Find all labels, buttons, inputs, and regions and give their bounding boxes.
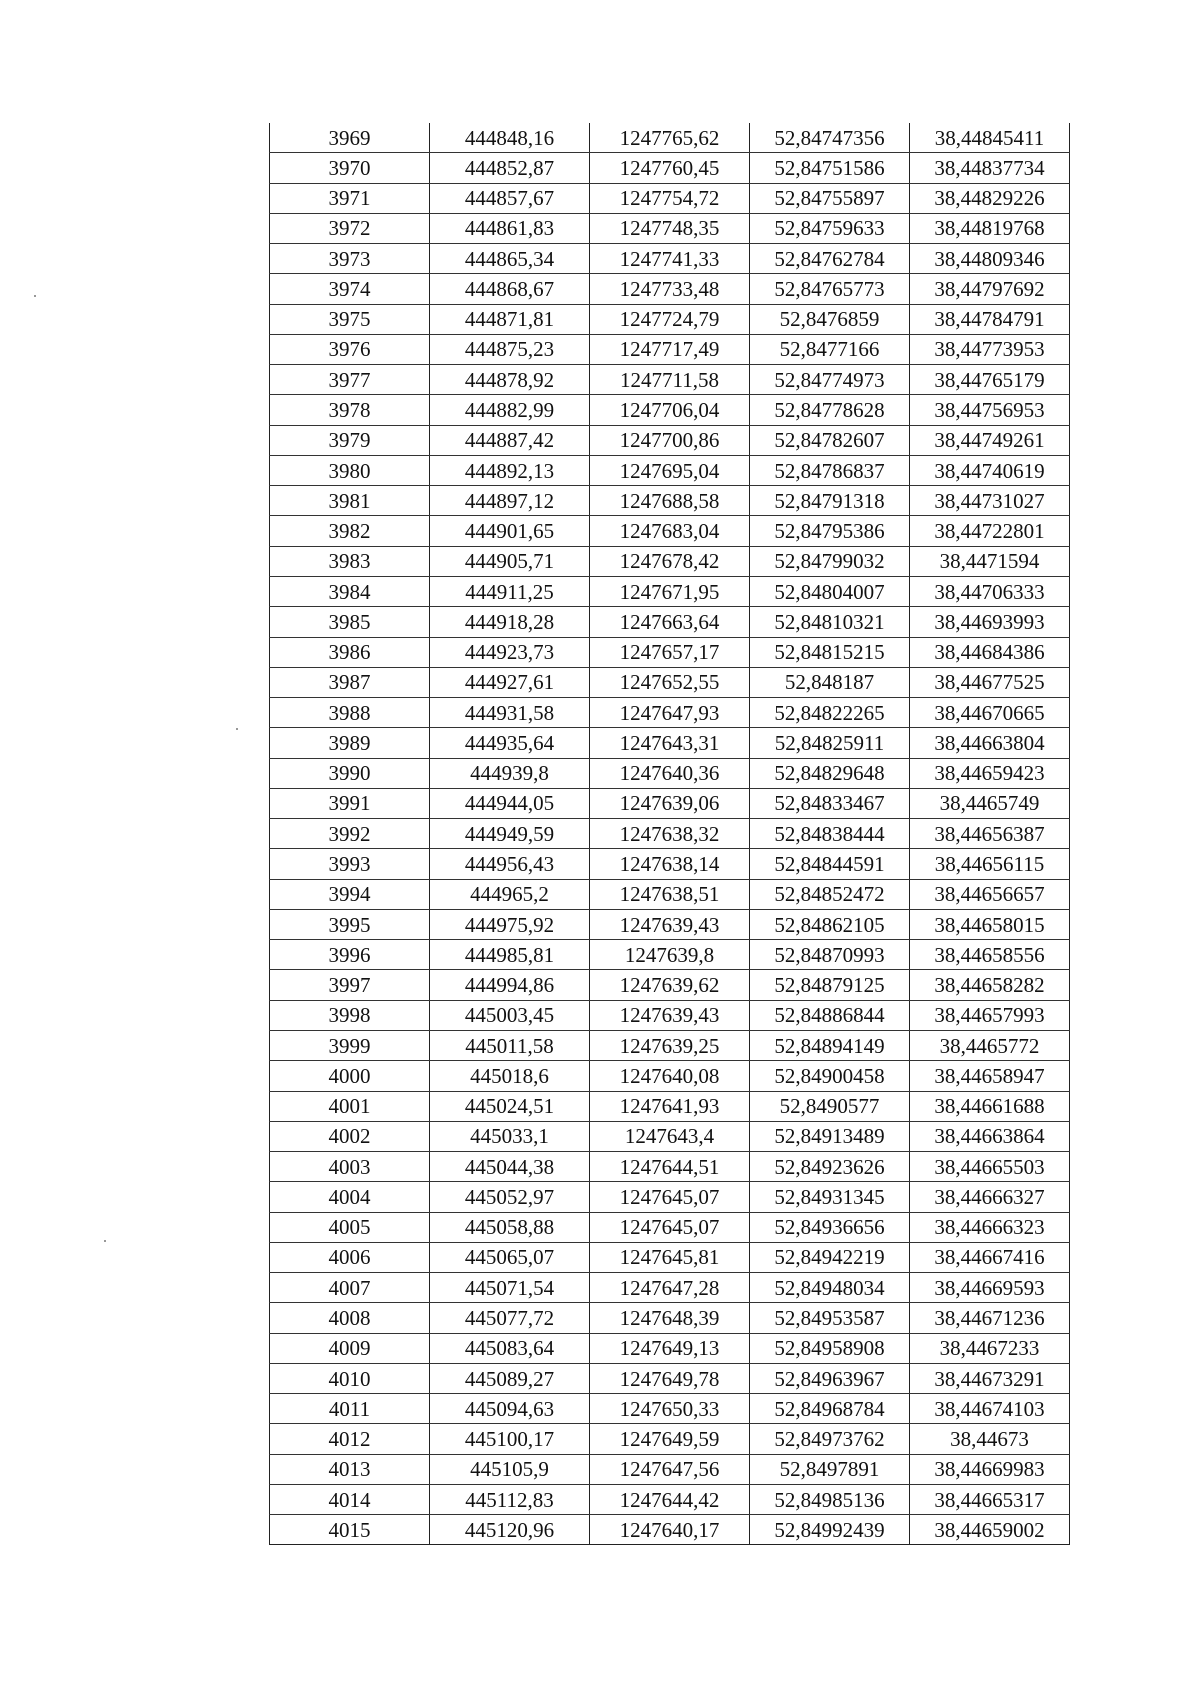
longitude-cell: 38,44673 [910,1424,1070,1454]
longitude-cell: 38,44784791 [910,304,1070,334]
point-number-cell: 3996 [270,940,430,970]
x-coordinate-cell: 444892,13 [430,455,590,485]
y-coordinate-cell: 1247649,78 [590,1363,750,1393]
point-number-cell: 4007 [270,1273,430,1303]
table-row [270,153,1070,183]
latitude-cell: 52,84923626 [750,1152,910,1182]
longitude-cell: 38,44829226 [910,183,1070,213]
latitude-cell: 52,84751586 [750,153,910,183]
point-number-cell: 3985 [270,607,430,637]
longitude-cell: 38,44656387 [910,819,1070,849]
latitude-cell: 52,84948034 [750,1273,910,1303]
longitude-cell: 38,44706333 [910,576,1070,606]
latitude-cell: 52,84985136 [750,1484,910,1514]
x-coordinate-cell: 445120,96 [430,1515,590,1545]
point-number-cell: 3995 [270,909,430,939]
longitude-cell: 38,44666323 [910,1212,1070,1242]
longitude-cell: 38,44765179 [910,365,1070,395]
longitude-cell: 38,44659423 [910,758,1070,788]
table-row [270,1091,1070,1121]
latitude-cell: 52,84829648 [750,758,910,788]
point-number-cell: 3977 [270,365,430,395]
table-row [270,1454,1070,1484]
x-coordinate-cell: 445065,07 [430,1242,590,1272]
x-coordinate-cell: 445058,88 [430,1212,590,1242]
table-row [270,788,1070,818]
y-coordinate-cell: 1247733,48 [590,274,750,304]
longitude-cell: 38,44740619 [910,455,1070,485]
x-coordinate-cell: 445094,63 [430,1394,590,1424]
longitude-cell: 38,4471594 [910,546,1070,576]
y-coordinate-cell: 1247639,25 [590,1030,750,1060]
latitude-cell: 52,8476859 [750,304,910,334]
point-number-cell: 4009 [270,1333,430,1363]
latitude-cell: 52,84992439 [750,1515,910,1545]
x-coordinate-cell: 444935,64 [430,728,590,758]
longitude-cell: 38,44845411 [910,123,1070,153]
latitude-cell: 52,84810321 [750,607,910,637]
y-coordinate-cell: 1247741,33 [590,244,750,274]
point-number-cell: 4010 [270,1363,430,1393]
point-number-cell: 3984 [270,576,430,606]
longitude-cell: 38,44658947 [910,1061,1070,1091]
x-coordinate-cell: 444871,81 [430,304,590,334]
y-coordinate-cell: 1247647,28 [590,1273,750,1303]
table-row [270,395,1070,425]
table-row [270,1121,1070,1151]
longitude-cell: 38,44658556 [910,940,1070,970]
longitude-cell: 38,44656115 [910,849,1070,879]
y-coordinate-cell: 1247748,35 [590,213,750,243]
table-row [270,940,1070,970]
table-row [270,970,1070,1000]
y-coordinate-cell: 1247649,59 [590,1424,750,1454]
y-coordinate-cell: 1247695,04 [590,455,750,485]
longitude-cell: 38,44749261 [910,425,1070,455]
table-row [270,365,1070,395]
longitude-cell: 38,44659002 [910,1515,1070,1545]
y-coordinate-cell: 1247638,51 [590,879,750,909]
latitude-cell: 52,84900458 [750,1061,910,1091]
y-coordinate-cell: 1247644,51 [590,1152,750,1182]
y-coordinate-cell: 1247765,62 [590,123,750,153]
table-row [270,819,1070,849]
y-coordinate-cell: 1247644,42 [590,1484,750,1514]
y-coordinate-cell: 1247639,06 [590,788,750,818]
y-coordinate-cell: 1247717,49 [590,334,750,364]
x-coordinate-cell: 444975,92 [430,909,590,939]
longitude-cell: 38,44663864 [910,1121,1070,1151]
x-coordinate-cell: 444878,92 [430,365,590,395]
x-coordinate-cell: 444901,65 [430,516,590,546]
table-row [270,1303,1070,1333]
table-row [270,1394,1070,1424]
y-coordinate-cell: 1247657,17 [590,637,750,667]
point-number-cell: 3990 [270,758,430,788]
latitude-cell: 52,84963967 [750,1363,910,1393]
longitude-cell: 38,44666327 [910,1182,1070,1212]
x-coordinate-cell: 445044,38 [430,1152,590,1182]
table-row [270,909,1070,939]
table-row [270,1273,1070,1303]
latitude-cell: 52,84747356 [750,123,910,153]
latitude-cell: 52,84762784 [750,244,910,274]
point-number-cell: 3975 [270,304,430,334]
latitude-cell: 52,848187 [750,667,910,697]
longitude-cell: 38,44693993 [910,607,1070,637]
point-number-cell: 4015 [270,1515,430,1545]
point-number-cell: 3997 [270,970,430,1000]
x-coordinate-cell: 444911,25 [430,576,590,606]
x-coordinate-cell: 444956,43 [430,849,590,879]
table-row [270,667,1070,697]
x-coordinate-cell: 445089,27 [430,1363,590,1393]
y-coordinate-cell: 1247647,93 [590,698,750,728]
point-number-cell: 4013 [270,1454,430,1484]
y-coordinate-cell: 1247706,04 [590,395,750,425]
table-row [270,183,1070,213]
y-coordinate-cell: 1247683,04 [590,516,750,546]
longitude-cell: 38,44665503 [910,1152,1070,1182]
latitude-cell: 52,84894149 [750,1030,910,1060]
point-number-cell: 3980 [270,455,430,485]
x-coordinate-cell: 444852,87 [430,153,590,183]
x-coordinate-cell: 444857,67 [430,183,590,213]
longitude-cell: 38,44722801 [910,516,1070,546]
latitude-cell: 52,84759633 [750,213,910,243]
table-row [270,1000,1070,1030]
scan-speck [104,1240,106,1242]
x-coordinate-cell: 445018,6 [430,1061,590,1091]
y-coordinate-cell: 1247643,4 [590,1121,750,1151]
latitude-cell: 52,84782607 [750,425,910,455]
y-coordinate-cell: 1247638,32 [590,819,750,849]
x-coordinate-cell: 444931,58 [430,698,590,728]
longitude-cell: 38,44809346 [910,244,1070,274]
y-coordinate-cell: 1247645,07 [590,1212,750,1242]
latitude-cell: 52,84815215 [750,637,910,667]
coordinates-table [269,123,1070,1545]
y-coordinate-cell: 1247650,33 [590,1394,750,1424]
longitude-cell: 38,4467233 [910,1333,1070,1363]
point-number-cell: 4006 [270,1242,430,1272]
scan-speck [34,295,36,297]
latitude-cell: 52,8497891 [750,1454,910,1484]
latitude-cell: 52,84838444 [750,819,910,849]
table-row [270,698,1070,728]
point-number-cell: 3973 [270,244,430,274]
y-coordinate-cell: 1247688,58 [590,486,750,516]
table-row [270,334,1070,364]
latitude-cell: 52,84833467 [750,788,910,818]
x-coordinate-cell: 445052,97 [430,1182,590,1212]
point-number-cell: 3993 [270,849,430,879]
table-row [270,304,1070,334]
y-coordinate-cell: 1247678,42 [590,546,750,576]
latitude-cell: 52,84879125 [750,970,910,1000]
x-coordinate-cell: 444905,71 [430,546,590,576]
x-coordinate-cell: 445033,1 [430,1121,590,1151]
x-coordinate-cell: 445024,51 [430,1091,590,1121]
scan-speck [236,728,238,730]
x-coordinate-cell: 444868,67 [430,274,590,304]
y-coordinate-cell: 1247639,8 [590,940,750,970]
table-row [270,758,1070,788]
table-row [270,1152,1070,1182]
longitude-cell: 38,44665317 [910,1484,1070,1514]
point-number-cell: 3974 [270,274,430,304]
x-coordinate-cell: 444965,2 [430,879,590,909]
latitude-cell: 52,84886844 [750,1000,910,1030]
point-number-cell: 3989 [270,728,430,758]
table-row [270,849,1070,879]
table-row [270,516,1070,546]
longitude-cell: 38,44669593 [910,1273,1070,1303]
point-number-cell: 3987 [270,667,430,697]
longitude-cell: 38,44773953 [910,334,1070,364]
longitude-cell: 38,44669983 [910,1454,1070,1484]
latitude-cell: 52,8490577 [750,1091,910,1121]
y-coordinate-cell: 1247639,43 [590,909,750,939]
latitude-cell: 52,84942219 [750,1242,910,1272]
y-coordinate-cell: 1247639,62 [590,970,750,1000]
y-coordinate-cell: 1247711,58 [590,365,750,395]
longitude-cell: 38,44656657 [910,879,1070,909]
y-coordinate-cell: 1247640,36 [590,758,750,788]
latitude-cell: 52,84936656 [750,1212,910,1242]
longitude-cell: 38,44677525 [910,667,1070,697]
point-number-cell: 3969 [270,123,430,153]
table-row [270,879,1070,909]
latitude-cell: 52,84786837 [750,455,910,485]
latitude-cell: 52,84862105 [750,909,910,939]
latitude-cell: 52,84822265 [750,698,910,728]
x-coordinate-cell: 444865,34 [430,244,590,274]
longitude-cell: 38,4465749 [910,788,1070,818]
latitude-cell: 52,84870993 [750,940,910,970]
point-number-cell: 4000 [270,1061,430,1091]
x-coordinate-cell: 445112,83 [430,1484,590,1514]
longitude-cell: 38,44663804 [910,728,1070,758]
y-coordinate-cell: 1247700,86 [590,425,750,455]
table-row [270,455,1070,485]
y-coordinate-cell: 1247641,93 [590,1091,750,1121]
longitude-cell: 38,44670665 [910,698,1070,728]
point-number-cell: 3979 [270,425,430,455]
latitude-cell: 52,8477166 [750,334,910,364]
latitude-cell: 52,84755897 [750,183,910,213]
longitude-cell: 38,44684386 [910,637,1070,667]
point-number-cell: 4002 [270,1121,430,1151]
table-row [270,1242,1070,1272]
y-coordinate-cell: 1247724,79 [590,304,750,334]
x-coordinate-cell: 444882,99 [430,395,590,425]
point-number-cell: 3981 [270,486,430,516]
longitude-cell: 38,44658015 [910,909,1070,939]
latitude-cell: 52,84765773 [750,274,910,304]
latitude-cell: 52,84973762 [750,1424,910,1454]
y-coordinate-cell: 1247652,55 [590,667,750,697]
point-number-cell: 3986 [270,637,430,667]
latitude-cell: 52,84958908 [750,1333,910,1363]
point-number-cell: 4004 [270,1182,430,1212]
table-row [270,1515,1070,1545]
table-row [270,546,1070,576]
y-coordinate-cell: 1247754,72 [590,183,750,213]
point-number-cell: 3988 [270,698,430,728]
y-coordinate-cell: 1247638,14 [590,849,750,879]
table-row [270,1030,1070,1060]
y-coordinate-cell: 1247640,17 [590,1515,750,1545]
x-coordinate-cell: 445100,17 [430,1424,590,1454]
point-number-cell: 4005 [270,1212,430,1242]
longitude-cell: 38,44756953 [910,395,1070,425]
point-number-cell: 4014 [270,1484,430,1514]
y-coordinate-cell: 1247760,45 [590,153,750,183]
table-row [270,244,1070,274]
coordinates-table-body [270,123,1070,1545]
latitude-cell: 52,84844591 [750,849,910,879]
point-number-cell: 3976 [270,334,430,364]
y-coordinate-cell: 1247639,43 [590,1000,750,1030]
latitude-cell: 52,84953587 [750,1303,910,1333]
longitude-cell: 38,44657993 [910,1000,1070,1030]
point-number-cell: 3994 [270,879,430,909]
longitude-cell: 38,44674103 [910,1394,1070,1424]
table-row [270,425,1070,455]
latitude-cell: 52,84852472 [750,879,910,909]
table-row [270,1333,1070,1363]
y-coordinate-cell: 1247640,08 [590,1061,750,1091]
y-coordinate-cell: 1247645,81 [590,1242,750,1272]
longitude-cell: 38,44837734 [910,153,1070,183]
table-row [270,1363,1070,1393]
table-row [270,123,1070,153]
x-coordinate-cell: 444949,59 [430,819,590,849]
longitude-cell: 38,4465772 [910,1030,1070,1060]
point-number-cell: 3998 [270,1000,430,1030]
table-row [270,728,1070,758]
table-row [270,576,1070,606]
y-coordinate-cell: 1247648,39 [590,1303,750,1333]
point-number-cell: 4001 [270,1091,430,1121]
point-number-cell: 3999 [270,1030,430,1060]
x-coordinate-cell: 444939,8 [430,758,590,788]
point-number-cell: 4003 [270,1152,430,1182]
longitude-cell: 38,44797692 [910,274,1070,304]
longitude-cell: 38,44671236 [910,1303,1070,1333]
point-number-cell: 3983 [270,546,430,576]
y-coordinate-cell: 1247671,95 [590,576,750,606]
longitude-cell: 38,44673291 [910,1363,1070,1393]
longitude-cell: 38,44661688 [910,1091,1070,1121]
x-coordinate-cell: 444848,16 [430,123,590,153]
latitude-cell: 52,84799032 [750,546,910,576]
longitude-cell: 38,44658282 [910,970,1070,1000]
y-coordinate-cell: 1247643,31 [590,728,750,758]
latitude-cell: 52,84913489 [750,1121,910,1151]
latitude-cell: 52,84774973 [750,365,910,395]
latitude-cell: 52,84804007 [750,576,910,606]
point-number-cell: 3972 [270,213,430,243]
x-coordinate-cell: 444927,61 [430,667,590,697]
point-number-cell: 4012 [270,1424,430,1454]
table-row [270,486,1070,516]
point-number-cell: 3978 [270,395,430,425]
table-row [270,1424,1070,1454]
longitude-cell: 38,44731027 [910,486,1070,516]
x-coordinate-cell: 444897,12 [430,486,590,516]
latitude-cell: 52,84791318 [750,486,910,516]
x-coordinate-cell: 444994,86 [430,970,590,1000]
point-number-cell: 4011 [270,1394,430,1424]
y-coordinate-cell: 1247649,13 [590,1333,750,1363]
longitude-cell: 38,44819768 [910,213,1070,243]
x-coordinate-cell: 444887,42 [430,425,590,455]
point-number-cell: 3971 [270,183,430,213]
x-coordinate-cell: 445071,54 [430,1273,590,1303]
table-row [270,1484,1070,1514]
point-number-cell: 4008 [270,1303,430,1333]
y-coordinate-cell: 1247647,56 [590,1454,750,1484]
x-coordinate-cell: 444923,73 [430,637,590,667]
latitude-cell: 52,84931345 [750,1182,910,1212]
table-row [270,213,1070,243]
x-coordinate-cell: 445077,72 [430,1303,590,1333]
x-coordinate-cell: 444875,23 [430,334,590,364]
table-row [270,607,1070,637]
latitude-cell: 52,84968784 [750,1394,910,1424]
x-coordinate-cell: 445083,64 [430,1333,590,1363]
x-coordinate-cell: 444861,83 [430,213,590,243]
latitude-cell: 52,84778628 [750,395,910,425]
point-number-cell: 3992 [270,819,430,849]
y-coordinate-cell: 1247663,64 [590,607,750,637]
table-row [270,637,1070,667]
y-coordinate-cell: 1247645,07 [590,1182,750,1212]
x-coordinate-cell: 445011,58 [430,1030,590,1060]
x-coordinate-cell: 444944,05 [430,788,590,818]
latitude-cell: 52,84795386 [750,516,910,546]
table-row [270,274,1070,304]
longitude-cell: 38,44667416 [910,1242,1070,1272]
point-number-cell: 3991 [270,788,430,818]
table-row [270,1061,1070,1091]
table-row [270,1212,1070,1242]
point-number-cell: 3982 [270,516,430,546]
latitude-cell: 52,84825911 [750,728,910,758]
point-number-cell: 3970 [270,153,430,183]
x-coordinate-cell: 444918,28 [430,607,590,637]
table-row [270,1182,1070,1212]
x-coordinate-cell: 445003,45 [430,1000,590,1030]
x-coordinate-cell: 444985,81 [430,940,590,970]
x-coordinate-cell: 445105,9 [430,1454,590,1484]
